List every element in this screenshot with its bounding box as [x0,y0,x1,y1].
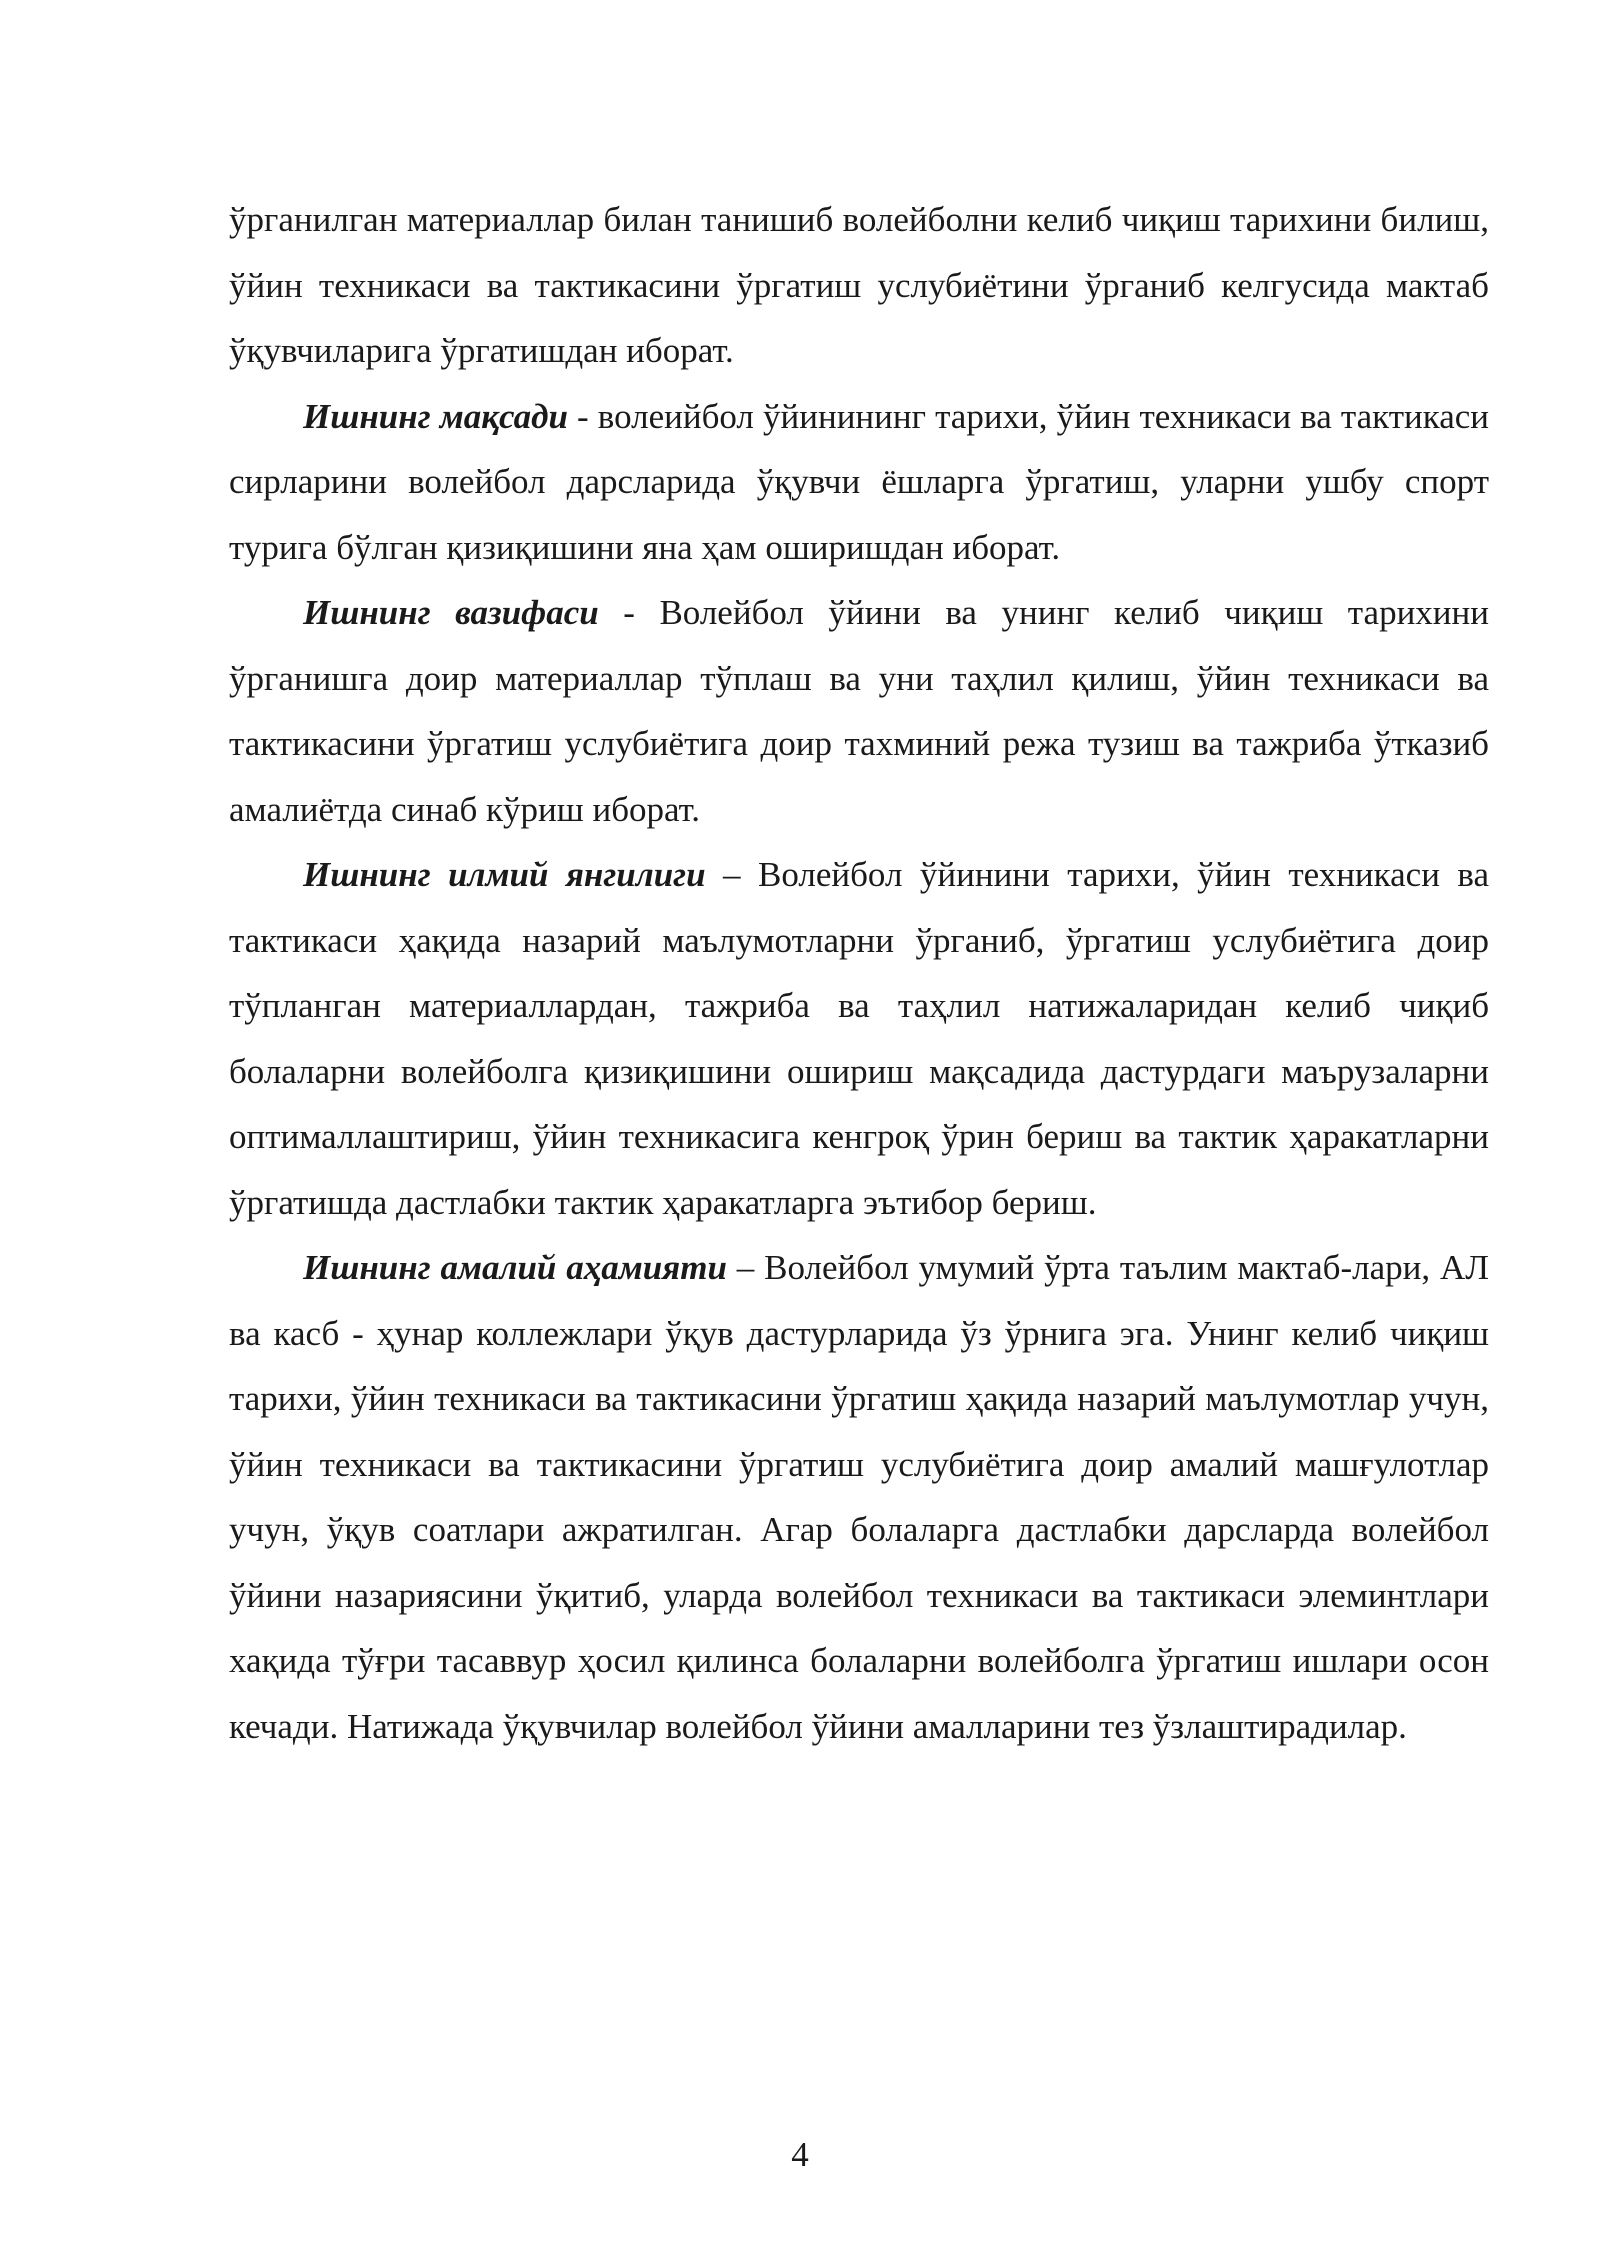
paragraph-text: – Волейбол умумий ўрта таълим мактаб-лари, АЛ ва касб - ҳунар коллежлари ўқув дастурларида ўз ўрнига эга. Унинг келиб чиқиш тарихи, ўйин техникаси ва тактикасини ўргатиш ҳақида назарий маълумотлар учун, ўйин техникаси ва тактикасини ўргатиш услубиётига доир амалий машғулотлар учун, ўқув соатлари ажратилган. Агар болаларга дастлабки дарсларда волейбол ўйини назариясини ўқитиб, уларда волейбол техникаси ва тактикаси элеминтлари хақида тўғри тасаввур ҳосил қилинса болаларни волейболга ўргатиш ишлари осон кечади. Натижада ўқувчилар волейбол ўйини амалларини тез ўзлаштирадилар. [229,1248,1489,1746]
paragraph-tasks [229,580,1489,842]
paragraph-continuation [229,187,1489,384]
paragraph-text: - Волейбол ўйини ва унинг келиб чиқиш тарихини ўрганишга доир материаллар тўплаш ва уни таҳлил қилиш, ўйин техникаси ва тактикасини ўргатиш услубиётига доир тахминий режа тузиш ва тажриба ўтказиб амалиётда синаб кўриш иборат. [229,593,1489,829]
paragraph-text: ўрганилган материаллар билан танишиб волейболни келиб чиқиш тарихини билиш, ўйин техникаси ва тактикасини ўргатиш услубиётини ўрганиб келгусида мактаб ўқувчиларига ўргатишдан иборат. [229,200,1489,370]
page-number: 4 [791,2135,809,2174]
paragraph-heading: Ишнинг илмий янгилиги [303,855,706,894]
paragraph-text: – Волейбол ўйинини тарихи, ўйин техникаси ва тактикаси ҳақида назарий маълумотларни ўрганиб, ўргатиш услубиётига доир тўпланган материаллардан, тажриба ва таҳлил натижаларидан келиб чиқиб болаларни волейболга қизиқишини ошириш мақсадида дастурдаги маърузаларни оптималлаштириш, ўйин техникасига кенгроқ ўрин бериш ва тактик ҳаракатларни ўргатишда дастлабки тактик ҳаракатларга эътибор бериш. [229,855,1490,1222]
paragraph-text: - волеийбол ўйинининг тарихи, ўйин техникаси ва тактикаси сирларини волейбол дарсларида ўқувчи ёшларга ўргатиш, уларни ушбу спорт турига бўлган қизиқишини яна ҳам оширишдан иборат. [229,396,1489,567]
paragraph-heading: Ишнинг мақсади [303,396,568,436]
paragraph-scientific-novelty [229,842,1489,1235]
paragraph-heading: Ишнинг вазифаси [303,593,599,632]
paragraph-heading: Ишнинг амалий аҳамияти [303,1248,727,1287]
document-body [229,187,1489,1759]
paragraph-goal [229,384,1489,581]
paragraph-practical-significance [229,1235,1489,1759]
